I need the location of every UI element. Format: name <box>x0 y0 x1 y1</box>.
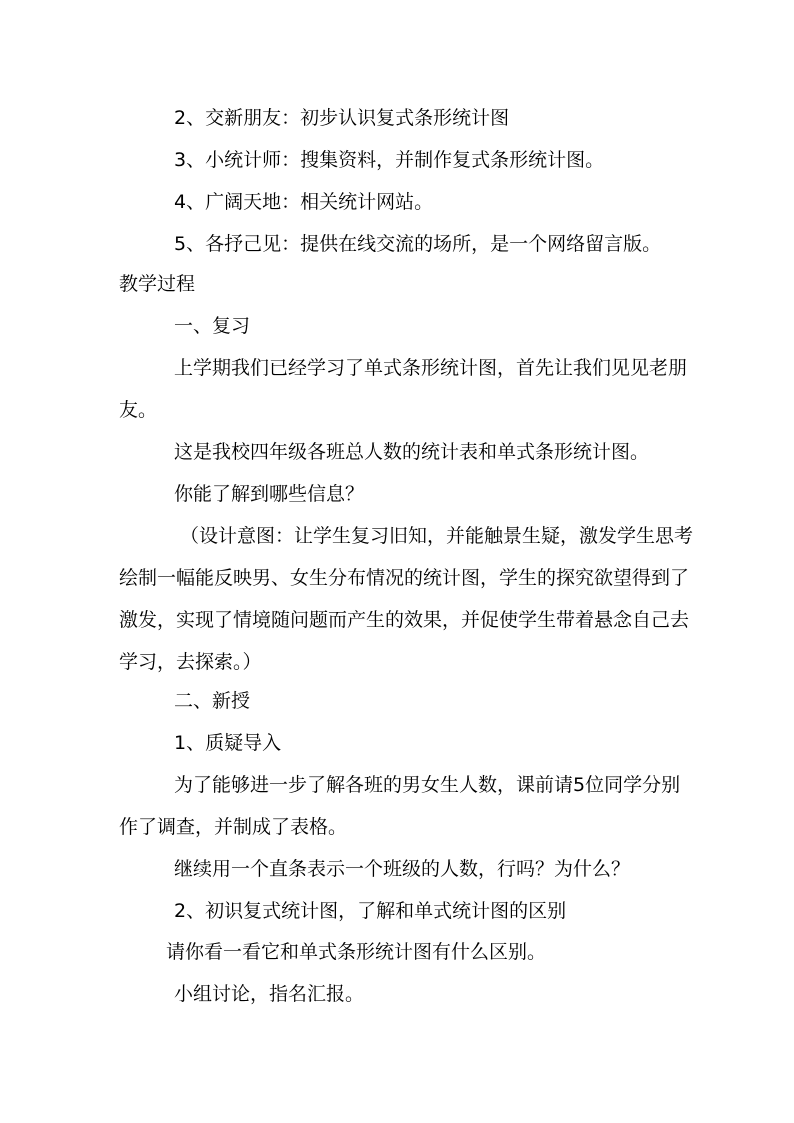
activity-item-2: 2、交新朋友：初步认识复式条形统计图 <box>174 107 510 129</box>
design-intent-line: 激发，实现了情境随问题而产生的效果，并促使学生带着悬念自己去 <box>119 609 690 631</box>
design-intent-line: 绘制一幅能反映男、女生分布情况的统计图，学生的探究欲望得到了 <box>119 567 690 589</box>
paragraph-line: 请你看一看它和单式条形统计图有什么区别。 <box>166 941 547 963</box>
paragraph-line: 这是我校四年级各班总人数的统计表和单式条形统计图。 <box>174 441 650 463</box>
subheading-question-intro: 1、质疑导入 <box>174 732 282 754</box>
subheading-new-lesson: 二、新授 <box>174 690 251 712</box>
design-intent-line: 学习，去探索。） <box>119 651 262 673</box>
paragraph-line: 上学期我们已经学习了单式条形统计图，首先让我们见见老朋 <box>174 357 688 379</box>
paragraph-line: 作了调查，并制成了表格。 <box>119 816 348 838</box>
section-heading-teaching-process: 教学过程 <box>119 273 196 295</box>
subheading-compound-chart: 2、初识复式统计图，了解和单式统计图的区别 <box>174 900 567 922</box>
design-intent-line: （设计意图：让学生复习旧知，并能触景生疑，激发学生思考 <box>180 525 694 547</box>
activity-item-4: 4、广阔天地：相关统计网站。 <box>174 191 434 213</box>
paragraph-line: 小组讨论，指名汇报。 <box>174 983 365 1005</box>
paragraph-line: 你能了解到哪些信息？ <box>174 483 365 505</box>
paragraph-line: 继续用一个直条表示一个班级的人数，行吗？为什么？ <box>174 858 631 880</box>
activity-item-5: 5、各抒己见：提供在线交流的场所，是一个网络留言版。 <box>174 233 662 255</box>
paragraph-line: 为了能够进一步了解各班的男女生人数，课前请5位同学分别 <box>174 774 681 796</box>
paragraph-line: 友。 <box>119 399 158 421</box>
activity-item-3: 3、小统计师：搜集资料，并制作复式条形统计图。 <box>174 149 605 171</box>
subheading-review: 一、复习 <box>174 315 251 337</box>
